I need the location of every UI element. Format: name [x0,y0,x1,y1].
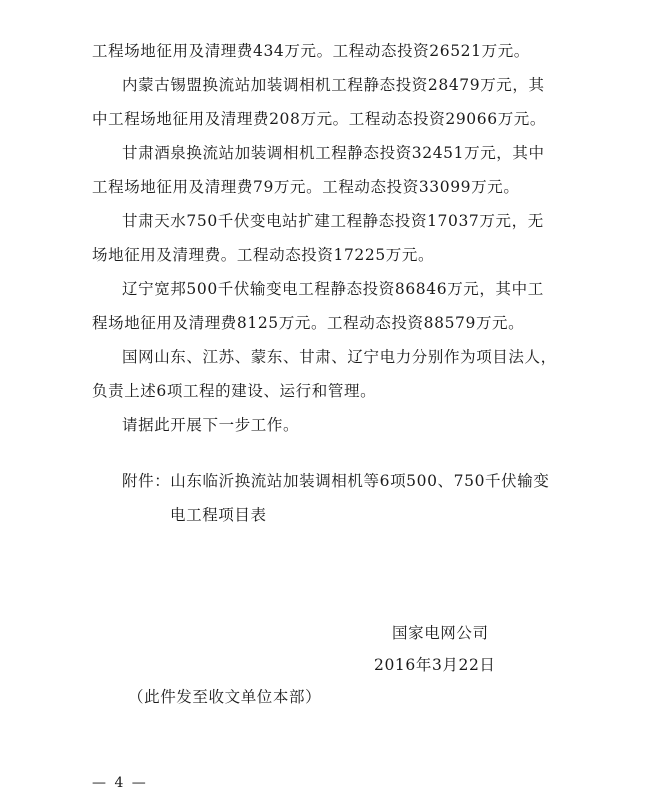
body-line-7: 场地征用及清理费。工程动态投资17225万元。 [92,246,435,264]
body-line-5: 工程场地征用及清理费79万元。工程动态投资33099万元。 [92,178,520,196]
body-line-2: 内蒙古锡盟换流站加装调相机工程静态投资28479万元，其 [122,76,545,94]
attachment-line-1: 附件：山东临沂换流站加装调相机等6项500、750千伏输变 [122,472,550,490]
body-line-1: 工程场地征用及清理费434万元。工程动态投资26521万元。 [92,42,530,60]
body-line-8: 辽宁宽邦500千伏输变电工程静态投资86846万元，其中工 [122,280,544,298]
body-line-3: 中工程场地征用及清理费208万元。工程动态投资29066万元。 [92,110,546,128]
signature-date: 2016年3月22日 [374,656,496,674]
signature-org: 国家电网公司 [392,624,489,642]
body-line-9: 程场地征用及清理费8125万元。工程动态投资88579万元。 [92,314,525,332]
attachment-line-2: 电工程项目表 [170,506,267,524]
distribution-note: （此件发至收文单位本部） [128,688,322,706]
body-line-11: 负责上述6项工程的建设、运行和管理。 [92,382,377,400]
page-number: — 4 — [92,775,148,791]
body-line-12: 请据此开展下一步工作。 [122,416,300,434]
body-line-6: 甘肃天水750千伏变电站扩建工程静态投资17037万元，无 [122,212,544,230]
body-line-4: 甘肃酒泉换流站加装调相机工程静态投资32451万元，其中 [122,144,545,162]
body-line-10: 国网山东、江苏、蒙东、甘肃、辽宁电力分别作为项目法人， [122,348,557,366]
